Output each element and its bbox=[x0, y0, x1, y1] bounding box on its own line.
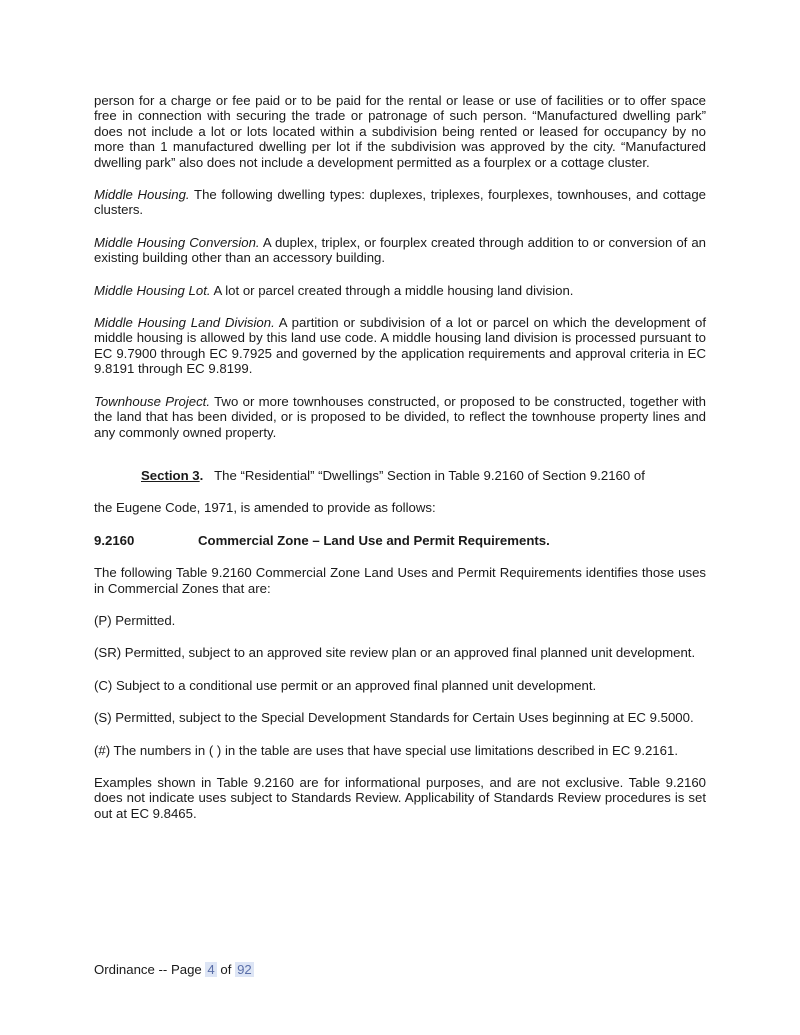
definition-term: Townhouse Project. bbox=[94, 393, 211, 409]
definition-middle-housing-conversion bbox=[94, 235, 706, 266]
page-footer bbox=[94, 962, 254, 978]
definition-townhouse-project bbox=[94, 394, 706, 440]
definition-text: A partition or subdivision of a lot or parcel on which the development of middle housing is allowed by this land use code. A middle housing land division is processed pursuant to EC 9.7900 through EC 9.7925 and governed by the application requirements and approval criteria in EC 9.8191 through EC 9.8199. bbox=[94, 315, 706, 377]
heading-title: Commercial Zone – Land Use and Permit Requirements. bbox=[198, 532, 550, 548]
definition-term: Middle Housing Conversion. bbox=[94, 234, 260, 250]
footer-prefix: Ordinance -- Page bbox=[94, 962, 206, 977]
body-paragraph: Examples shown in Table 9.2160 are for informational purposes, and are not exclusive. Table 9.2160 does not indicate uses subject to Standards Review. Applicability of Standards Review procedures is set out at EC 9.8465. bbox=[94, 774, 706, 821]
section-text: The “Residential” “Dwellings” Section in Table 9.2160 of Section 9.2160 of bbox=[203, 467, 645, 483]
definition-middle-housing-lot bbox=[94, 283, 706, 298]
definition-term: Middle Housing. bbox=[94, 187, 190, 203]
body-paragraph: (SR) Permitted, subject to an approved site review plan or an approved final planned unit development. bbox=[94, 645, 696, 661]
body-paragraph: (P) Permitted. bbox=[94, 612, 176, 628]
definition-text: A duplex, triplex, or fourplex created through addition to or conversion of an existing building other than an accessory building. bbox=[94, 234, 706, 266]
definition-text: A lot or parcel created through a middle housing land division. bbox=[210, 282, 574, 298]
body-paragraph: (#) The numbers in ( ) in the table are uses that have special use limitations described in EC 9.2161. bbox=[94, 742, 678, 758]
section-3-line bbox=[94, 468, 706, 483]
footer-total-pages: 92 bbox=[237, 962, 252, 977]
body-paragraph: (C) Subject to a conditional use permit or an approved final planned unit development. bbox=[94, 677, 597, 693]
definition-text: Two or more townhouses constructed, or proposed to be constructed, together with the land that has been divided, or is proposed to be divided, to reflect the townhouse property lines and any commonly owned property. bbox=[94, 393, 706, 440]
section-3-continuation: the Eugene Code, 1971, is amended to provide as follows: bbox=[94, 500, 436, 516]
body-paragraph: The following Table 9.2160 Commercial Zone Land Uses and Permit Requirements identifies those uses in Commercial Zones that are: bbox=[94, 565, 706, 596]
heading-number: 9.2160 bbox=[94, 532, 135, 548]
definition-continuation: person for a charge or fee paid or to be paid for the rental or lease or use of facilities or to offer space free in connection with securing the trade or patronage of such person. “Manufactured dwelling park” does not include a lot or lots located within a subdivision being rented or leased for occupancy by no more than 1 manufactured dwelling per lot if the subdivision was approved by the city. “Manufactured dwelling park” also does not include a development permitted as a fourplex or a cottage cluster. bbox=[94, 93, 706, 170]
definition-term: Middle Housing Land Division. bbox=[94, 315, 275, 331]
document-page bbox=[94, 93, 706, 821]
body-paragraph: (S) Permitted, subject to the Special Development Standards for Certain Uses beginning at EC 9.5000. bbox=[94, 710, 694, 726]
definition-text: The following dwelling types: duplexes, triplexes, fourplexes, townhouses, and cottage clusters. bbox=[94, 187, 707, 218]
footer-page-number: 4 bbox=[207, 962, 215, 977]
definition-middle-housing bbox=[94, 187, 706, 218]
definition-middle-housing-land-division bbox=[94, 315, 706, 377]
section-label-suffix: . bbox=[199, 467, 204, 483]
definition-term: Middle Housing Lot. bbox=[94, 282, 211, 298]
section-label: Section 3 bbox=[141, 467, 200, 483]
footer-of: of bbox=[216, 962, 236, 977]
section-heading bbox=[94, 533, 706, 548]
